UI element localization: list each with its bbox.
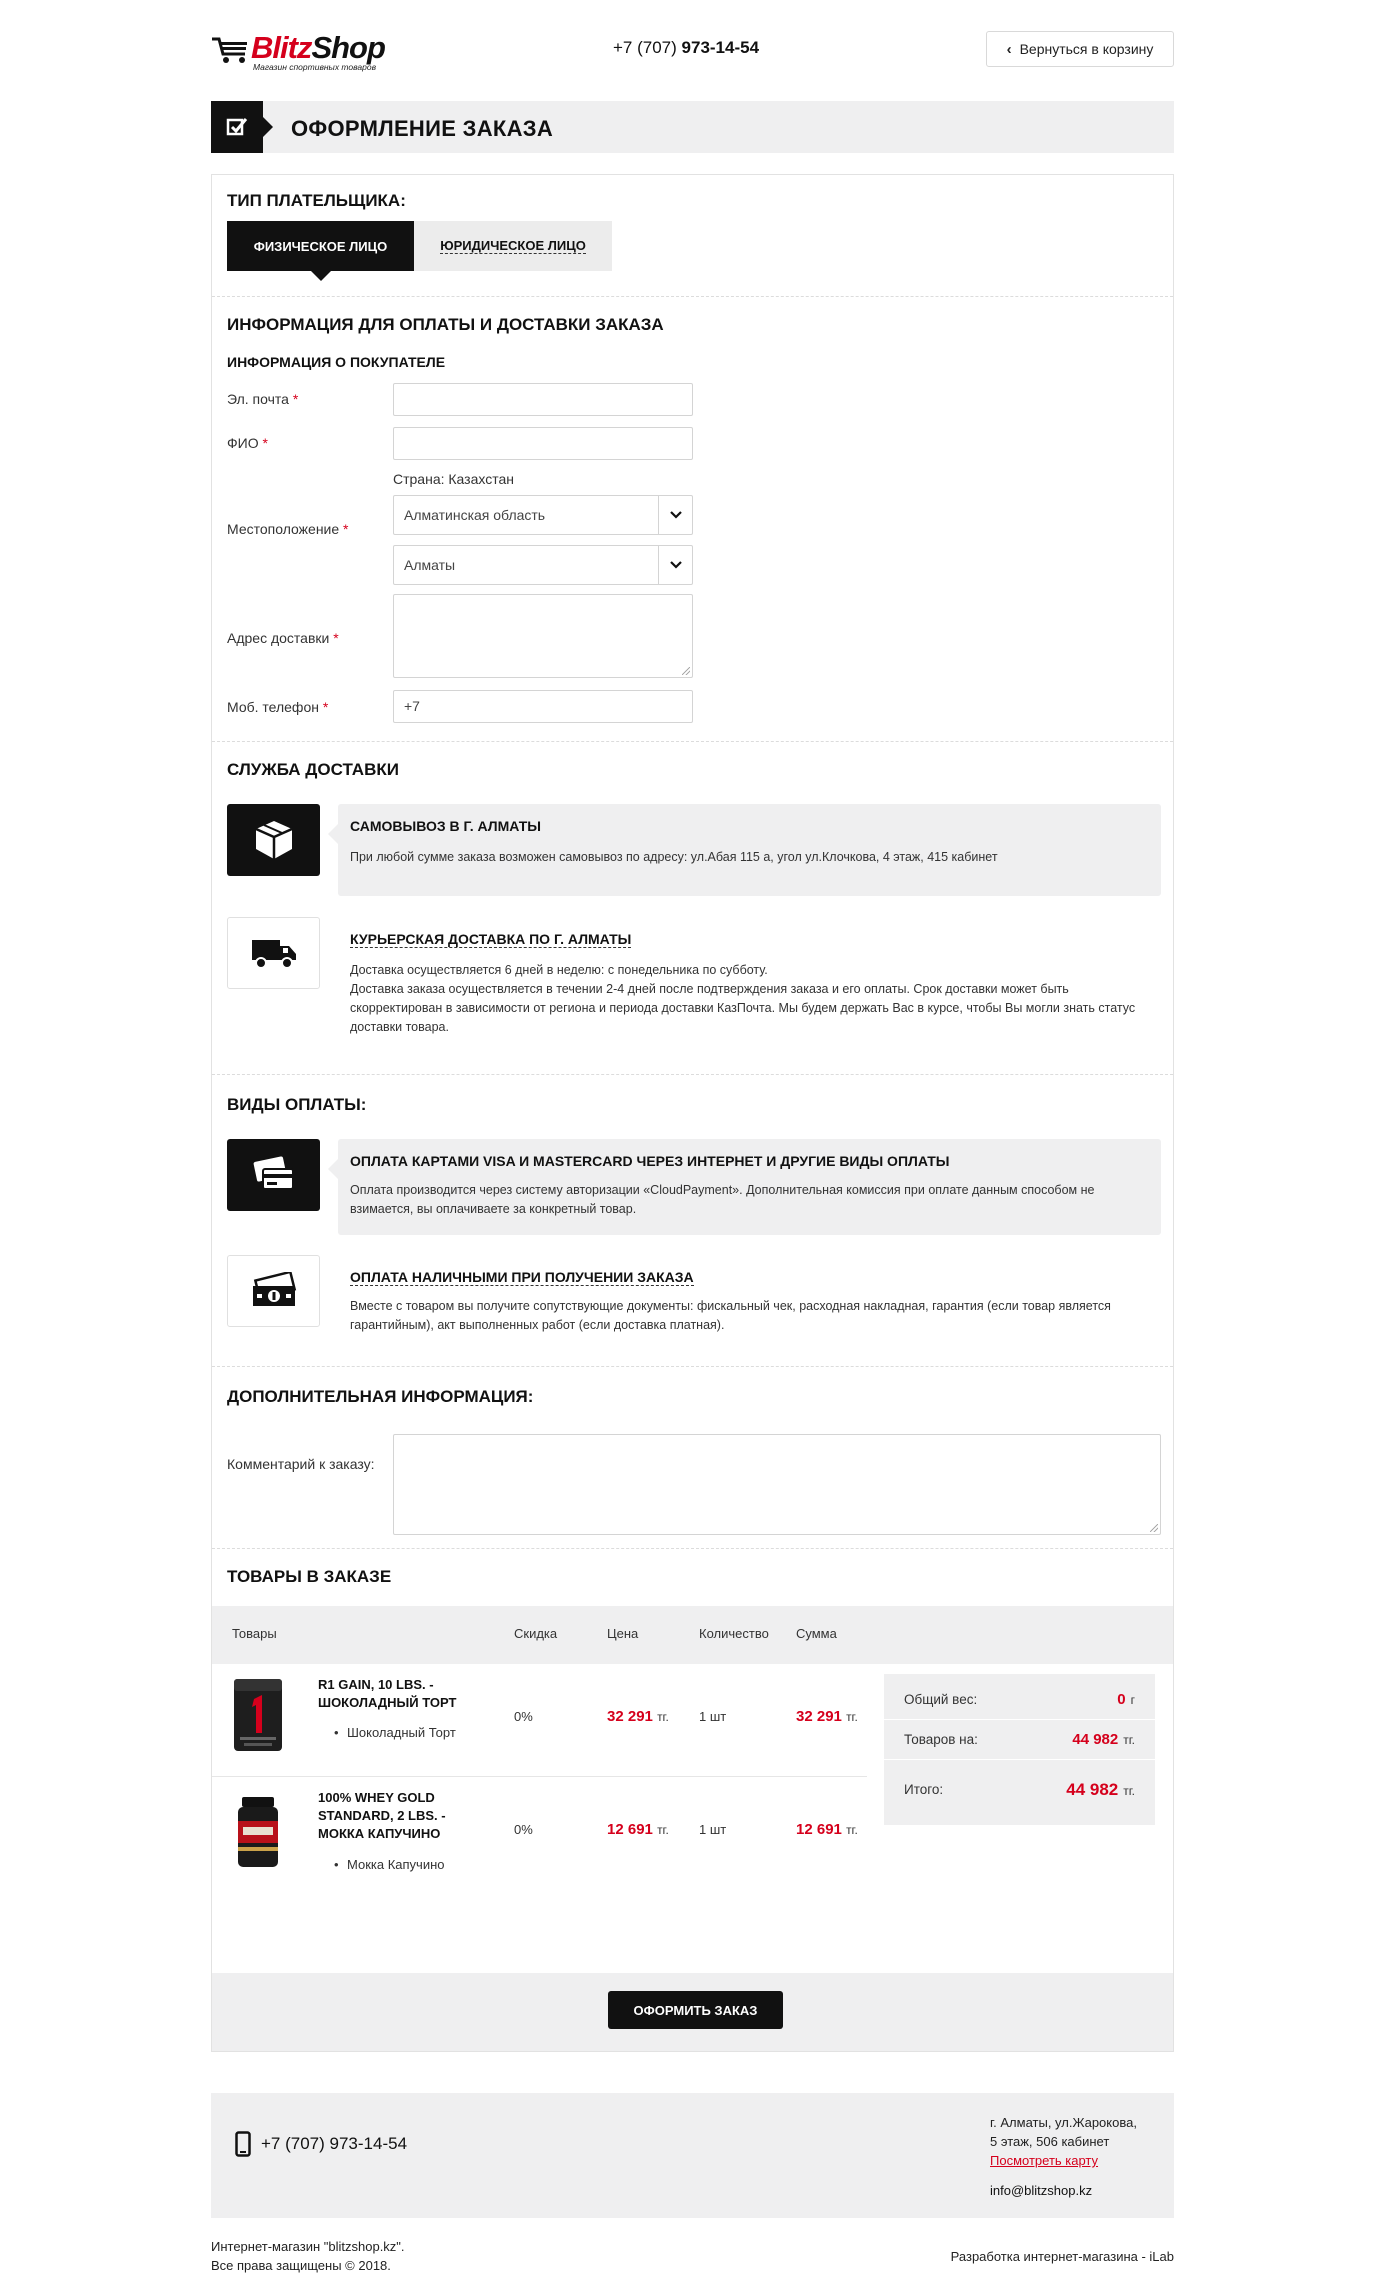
courier-description: Доставка осуществляется 6 дней в неделю: с понедельника по субботу. Доставка заказа осуществляется в течении 2-4 дней после подтверждения заказа и его оплаты. Срок доставки может быть скорректирован в зависимости от региона и периода доставки КазПочта. Мы будем держать Вас в курсе, чтобы Вы могли знать статус доставки товара.	[350, 963, 1136, 1034]
buyer-info-heading: ИНФОРМАЦИЯ ДЛЯ ОПЛАТЫ И ДОСТАВКИ ЗАКАЗА	[227, 315, 664, 334]
table-row	[212, 1777, 867, 1890]
item-discount: 0%	[514, 1822, 533, 1837]
cart-logo-icon	[211, 36, 251, 64]
item-discount: 0%	[514, 1709, 533, 1724]
mobile-phone-label: Моб. телефон *	[227, 699, 329, 715]
city-select[interactable]: Алматы	[393, 545, 693, 585]
submit-bar	[212, 1973, 1173, 2051]
name-label: ФИО *	[227, 435, 268, 451]
place-order-button[interactable]: ОФОРМИТЬ ЗАКАЗ	[608, 1991, 783, 2029]
product-image-r1-gain[interactable]	[232, 1677, 284, 1753]
pickup-title: САМОВЫВОЗ В Г. АЛМАТЫ	[350, 818, 541, 834]
product-property: • Мокка Капучино	[347, 1857, 445, 1872]
payment-option-card[interactable]	[338, 1139, 1161, 1235]
additional-info-heading: ДОПОЛНИТЕЛЬНАЯ ИНФОРМАЦИЯ:	[227, 1387, 534, 1406]
payment-heading: ВИДЫ ОПЛАТЫ:	[227, 1095, 367, 1114]
product-image-whey-gold[interactable]	[232, 1795, 284, 1871]
card-payment-title: ОПЛАТА КАРТАМИ VISA И MASTERCARD ЧЕРЕЗ ИНТЕРНЕТ И ДРУГИЕ ВИДЫ ОПЛАТЫ	[350, 1153, 950, 1169]
chevron-down-icon	[658, 546, 692, 584]
logo-wordmark: BlitzShop	[251, 30, 385, 65]
mobile-phone-field[interactable]: +7	[393, 690, 693, 723]
additional-info-section	[212, 1367, 1173, 1549]
page-title: ОФОРМЛЕНИЕ ЗАКАЗА	[291, 116, 554, 141]
table-header	[212, 1606, 1173, 1664]
delivery-option-courier[interactable]	[338, 917, 1161, 1049]
title-bar	[211, 101, 1174, 153]
chevron-down-icon	[658, 496, 692, 534]
payment-section	[212, 1075, 1173, 1367]
cash-payment-title: ОПЛАТА НАЛИЧНЫМИ ПРИ ПОЛУЧЕНИИ ЗАКАЗА	[350, 1269, 694, 1285]
payer-type-heading: ТИП ПЛАТЕЛЬЩИКА:	[227, 191, 406, 210]
location-label: Местоположение *	[227, 521, 349, 537]
col-discount: Скидка	[514, 1626, 558, 1641]
cash-payment-description: Вместе с товаром вы получите сопутствующие документы: фискальный чек, расходная накладная, гарантия (если товар является гарантийным), акт выполненных работ (если доставка платная).	[350, 1299, 1111, 1332]
col-sum: Сумма	[796, 1626, 837, 1641]
grand-total-row	[884, 1770, 1155, 1810]
buyer-info-section	[212, 297, 1173, 742]
order-items-section	[212, 1549, 1173, 1975]
footer-phone[interactable]: +7 (707) 973-14-54	[261, 2134, 408, 2153]
checkbox-edit-icon	[211, 101, 263, 153]
back-to-cart-button[interactable]: ‹ Вернуться в корзину	[986, 31, 1174, 67]
item-price: 32 291 тг.	[607, 1708, 669, 1725]
logo-subtitle: Магазин спортивных товаров	[253, 62, 377, 72]
payer-type-section	[212, 175, 1173, 297]
item-sum: 32 291 тг.	[796, 1708, 858, 1725]
tab-individual[interactable]: ФИЗИЧЕСКОЕ ЛИЦО	[227, 221, 414, 271]
col-price: Цена	[607, 1626, 639, 1641]
region-select[interactable]: Алматинская область	[393, 495, 693, 535]
truck-icon[interactable]	[227, 917, 320, 989]
item-quantity: 1 шт	[699, 1709, 727, 1724]
developer-credit[interactable]: Разработка интернет-магазина - iLab	[950, 2249, 1174, 2264]
item-quantity: 1 шт	[699, 1822, 727, 1837]
delivery-section	[212, 742, 1173, 1075]
card-payment-description: Оплата производится через систему авторизации «CloudPayment». Дополнительная комиссия при оплате данным способом не взимается, вы оплачиваете за конкретный товар.	[350, 1183, 1095, 1216]
goods-total-row	[884, 1720, 1155, 1760]
footer-email[interactable]: info@blitzshop.kz	[990, 2183, 1093, 2198]
resize-grip-icon[interactable]	[1150, 1524, 1158, 1532]
box-icon[interactable]	[227, 804, 320, 876]
header-phone[interactable]: +7 (707) 973-14-54	[613, 38, 760, 57]
product-property: • Шоколадный Торт	[347, 1725, 456, 1740]
cash-icon[interactable]	[227, 1255, 320, 1327]
name-field[interactable]	[393, 427, 693, 460]
table-row	[212, 1664, 867, 1777]
header	[211, 0, 1174, 100]
grand-total-label: Итого:	[904, 1782, 944, 1797]
credit-card-icon[interactable]	[227, 1139, 320, 1211]
footer	[211, 2093, 1174, 2218]
chevron-left-icon: ‹	[1006, 40, 1012, 58]
email-label: Эл. почта *	[227, 391, 299, 407]
footer-address: г. Алматы, ул.Жарокова, 5 этаж, 506 кабинет Посмотреть карту	[990, 2115, 1137, 2168]
pickup-description: При любой сумме заказа возможен самовывоз по адресу: ул.Абая 115 а, угол ул.Клочкова, 4 этаж, 415 кабинет	[350, 850, 998, 864]
delivery-option-pickup[interactable]	[338, 804, 1161, 896]
checkout-form	[211, 174, 1174, 2052]
order-items-heading: ТОВАРЫ В ЗАКАЗЕ	[227, 1567, 392, 1586]
resize-grip-icon[interactable]	[682, 667, 690, 675]
product-name[interactable]: R1 GAIN, 10 LBS. - ШОКОЛАДНЫЙ ТОРТ	[318, 1677, 457, 1710]
mobile-phone-icon	[235, 2131, 251, 2157]
courier-title: КУРЬЕРСКАЯ ДОСТАВКА ПО Г. АЛМАТЫ	[350, 931, 632, 947]
product-name[interactable]: 100% WHEY GOLD STANDARD, 2 LBS. - МОККА КАПУЧИНО	[318, 1790, 446, 1841]
order-totals	[884, 1674, 1155, 1825]
col-goods: Товары	[232, 1626, 277, 1641]
country-text: Страна: Казахстан	[393, 471, 514, 487]
item-sum: 12 691 тг.	[796, 1821, 858, 1838]
email-field[interactable]	[393, 383, 693, 416]
address-label: Адрес доставки *	[227, 630, 339, 646]
logo[interactable]	[211, 30, 416, 72]
view-map-link[interactable]: Посмотреть карту	[990, 2153, 1099, 2168]
total-weight-row	[884, 1680, 1155, 1720]
address-textarea[interactable]	[393, 594, 693, 678]
comment-label: Комментарий к заказу:	[227, 1456, 375, 1472]
grand-total-value: 44 982 тг.	[1066, 1780, 1135, 1799]
delivery-heading: СЛУЖБА ДОСТАВКИ	[227, 760, 399, 779]
buyer-info-subheading: ИНФОРМАЦИЯ О ПОКУПАТЕЛЕ	[227, 354, 446, 370]
tab-legal-entity[interactable]: ЮРИДИЧЕСКОЕ ЛИЦО	[414, 221, 612, 271]
copyright: Интернет-магазин "blitzshop.kz". Все права защищены © 2018. Разработка интернет-магазина - iLab	[211, 2239, 1174, 2273]
goods-total-value: 44 982 тг.	[1072, 1731, 1135, 1748]
weight-value: 0 г	[1117, 1691, 1135, 1708]
weight-label: Общий вес:	[904, 1692, 978, 1707]
comment-textarea[interactable]	[393, 1434, 1161, 1535]
col-quantity: Количество	[699, 1626, 769, 1641]
goods-total-label: Товаров на:	[904, 1732, 978, 1747]
payment-option-cash[interactable]	[338, 1255, 1161, 1345]
item-price: 12 691 тг.	[607, 1821, 669, 1838]
